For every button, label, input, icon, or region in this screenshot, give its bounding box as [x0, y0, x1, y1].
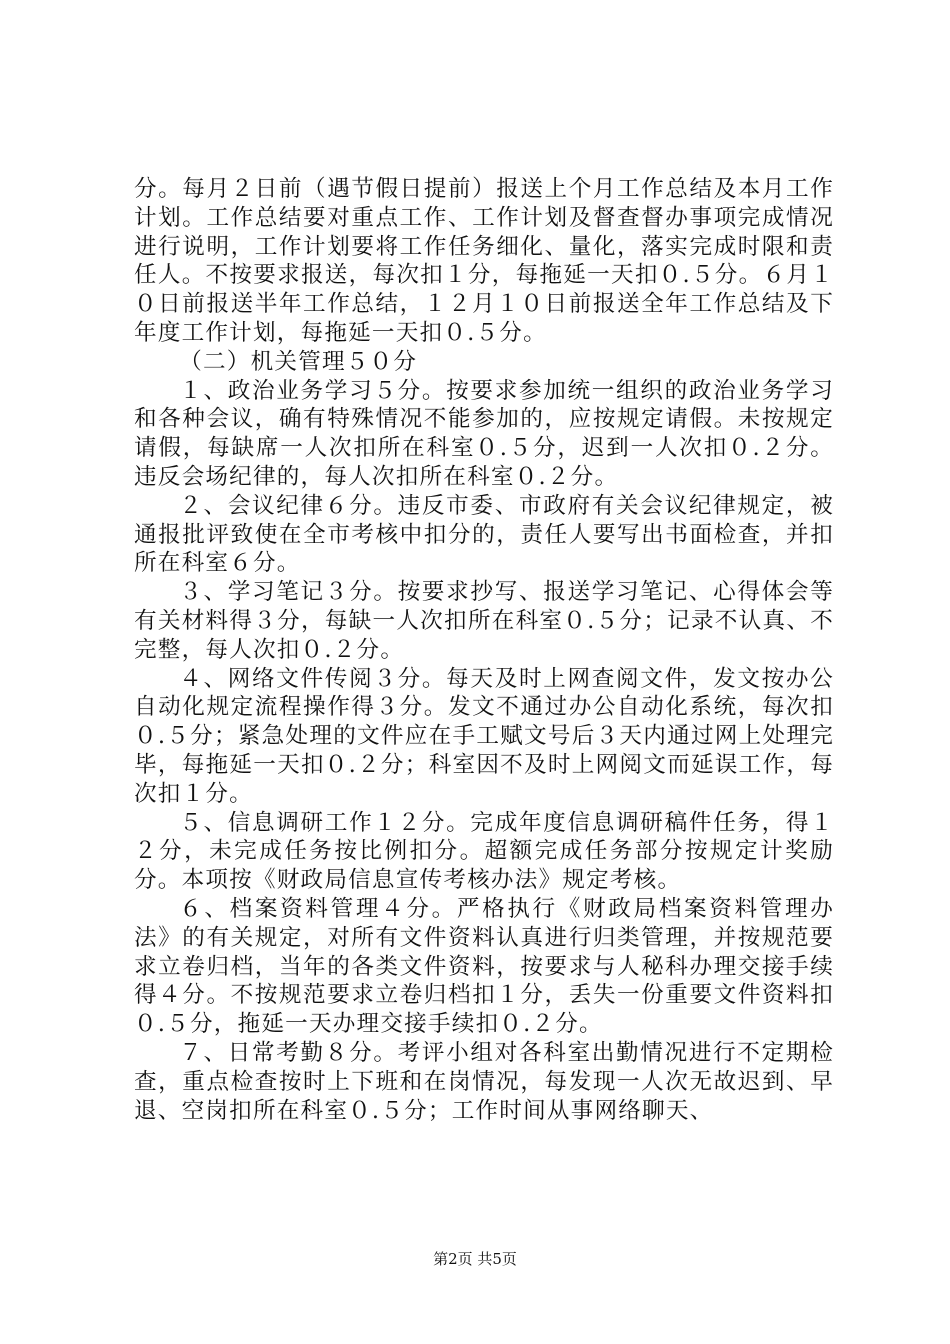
paragraph-item-2: ２、会议纪律６分。违反市委、市政府有关会议纪律规定，被通报批评致使在全市考核中扣分的，责任人要写出书面检查，并扣所在科室６分。: [134, 492, 834, 577]
paragraph-continuation: 分。每月２日前（遇节假日提前）报送上个月工作总结及本月工作计划。工作总结要对重点工作、工作计划及督查督办事项完成情况进行说明，工作计划要将工作任务细化、量化，落实完成时限和责任人。不按要求报送，每次扣１分，每拖延一天扣０.５分。６月１０日前报送半年工作总结，１２月１０日前报送全年工作总结及下年度工作计划，每拖延一天扣０.５分。: [134, 176, 834, 346]
paragraph-item-7: ７、日常考勤８分。考评小组对各科室出勤情况进行不定期检查，重点检查按时上下班和在岗情况，每发现一人次无故迟到、早退、空岗扣所在科室０.５分；工作时间从事网络聊天、: [134, 1039, 834, 1124]
paragraph-item-4: ４、网络文件传阅３分。每天及时上网查阅文件，发文按办公自动化规定流程操作得３分。发文不通过办公自动化系统，每次扣０.５分；紧急处理的文件应在手工赋文号后３天内通过网上处理完毕，每拖延一天扣０.２分；科室因不及时上网阅文而延误工作，每次扣１分。: [134, 665, 834, 807]
paragraph-item-3: ３、学习笔记３分。按要求抄写、报送学习笔记、心得体会等有关材料得３分，每缺一人次扣所在科室０.５分；记录不认真、不完整，每人次扣０.２分。: [134, 579, 834, 663]
document-body: [134, 175, 834, 1125]
paragraph-item-1: １、政治业务学习５分。按要求参加统一组织的政治业务学习和各种会议，确有特殊情况不能参加的，应按规定请假。未按规定请假，每缺席一人次扣所在科室０.５分，迟到一人次扣０.２分。违反会场纪律的，每人次扣所在科室０.２分。: [134, 377, 834, 490]
page-number: 第2页 共5页: [433, 1250, 517, 1268]
paragraph-item-6: ６、档案资料管理４分。严格执行《财政局档案资料管理办法》的有关规定，对所有文件资料认真进行归类管理，并按规范要求立卷归档，当年的各类文件资料，按要求与人秘科办理交接手续得４分。不按规范要求立卷归档扣１分，丢失一份重要文件资料扣０.５分，拖延一天办理交接手续扣０.２分。: [134, 895, 834, 1038]
section-heading: （二）机关管理５０分: [179, 348, 418, 375]
paragraph-item-5: ５、信息调研工作１２分。完成年度信息调研稿件任务，得１２分，未完成任务按比例扣分。超额完成任务部分按规定计奖励分。本项按《财政局信息宣传考核办法》规定考核。: [134, 809, 834, 894]
